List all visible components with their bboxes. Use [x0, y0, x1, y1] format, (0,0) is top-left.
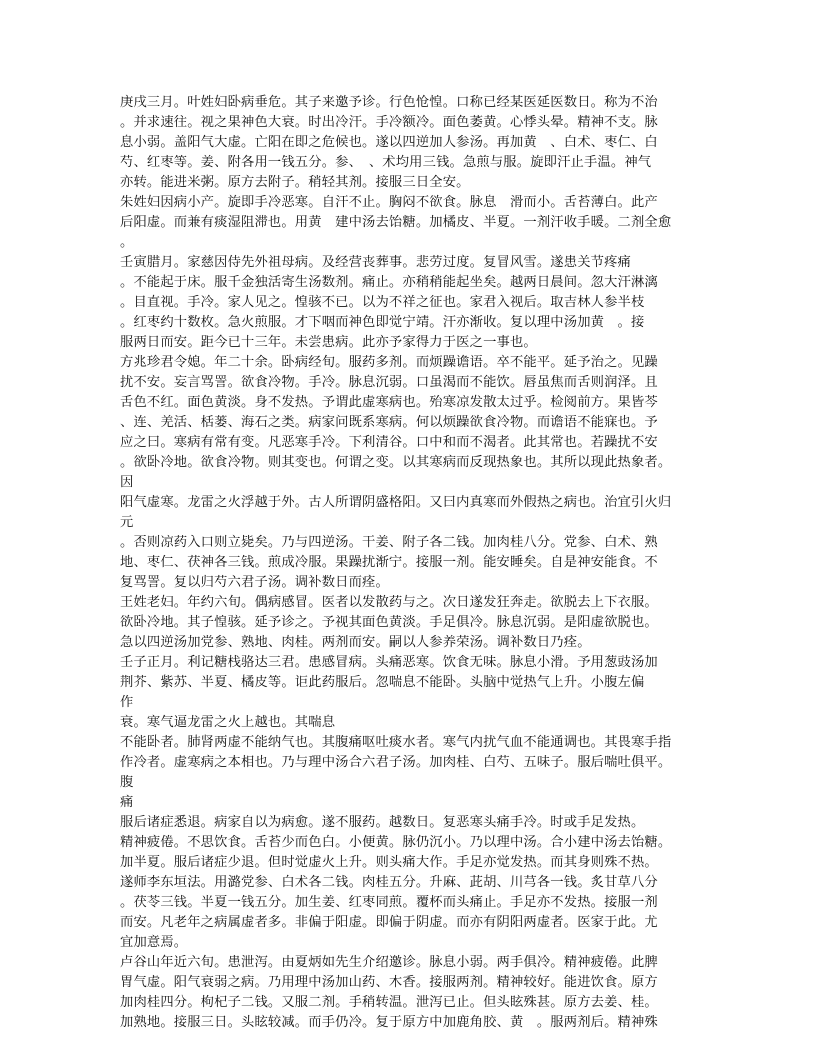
text-line: 不能卧者。肺肾两虚不能纳气也。其腹痛呕吐痰水者。寒气内扰气血不能通调也。其畏寒手指: [120, 735, 672, 750]
document-page: [120, 93, 698, 1033]
text-line: 应之曰。寒病有常有变。凡恶寒手冷。下利清谷。口中和而不渴者。此其常也。若躁扰不安: [120, 435, 658, 450]
text-line: 王姓老妇。年约六旬。偶病感冒。医者以发散药与之。次日遂发狂奔走。欲脱去上下衣服。: [120, 595, 658, 610]
text-line: 作: [120, 695, 134, 710]
text-line: 壬寅腊月。家慈因侍先外祖母病。及经营丧葬事。悲劳过度。复冒风雪。遂患关节疼痛: [120, 255, 631, 270]
text-line: 卢谷山年近六旬。患泄泻。由夏炳如先生介绍邀诊。脉息小弱。两手俱冷。精神疲倦。此脾: [120, 955, 658, 970]
text-line: 加肉桂四分。枸杞子二钱。又服二剂。手稍转温。泄泻已止。但头眩殊甚。原方去姜、桂。: [120, 995, 658, 1010]
text-line: 壬子正月。利记糖栈骆达三君。患感冒病。头痛恶寒。饮食无味。脉息小滑。予用葱豉汤加: [120, 655, 658, 670]
text-line: 胃气虚。阳气衰弱之病。乃用理中汤加山药、木香。接服两剂。精神较好。能进饮食。原方: [120, 975, 658, 990]
text-line: 遂师李东垣法。用潞党参、白术各二钱。肉桂五分。升麻、茈胡、川芎各一钱。炙甘草八分: [120, 875, 658, 890]
text-line: 亦转。能进米粥。原方去附子。稍轻其剂。接服三日全安。: [120, 175, 470, 190]
text-line: 元: [120, 515, 134, 530]
text-line: 。欲卧冷地。欲食冷物。则其变也。何谓之变。以其寒病而反现热象也。其所以现此热象者。: [120, 455, 672, 470]
text-line: 庚戌三月。叶姓妇卧病垂危。其子来邀予诊。行色怆惶。口称已经某医延医数日。称为不治: [120, 95, 658, 110]
text-line: 荆芥、紫苏、半夏、橘皮等。讵此药服后。忽喘息不能卧。头脑中觉热气上升。小腹左偏: [120, 675, 645, 690]
text-line: 。并求速往。视之果神色大衰。时出冷汗。手冷额冷。面色萎黄。心悸头晕。精神不支。脉: [120, 115, 658, 130]
text-line: 。红枣约十数枚。急火煎服。才下咽而神色即觉宁靖。汗亦渐收。复以理中汤加黄 。接: [120, 315, 645, 330]
text-line: 朱姓妇因病小产。旋即手冷恶寒。自汗不止。胸闷不欲食。脉息 滑而小。舌苔薄白。此产: [120, 195, 658, 210]
text-line: 服后诸症悉退。病家自以为病愈。遂不服药。越数日。复恶寒头痛手冷。时或手足发热。: [120, 815, 645, 830]
text-line: 欲卧冷地。其子惶骇。延予诊之。予视其面色黄淡。手足俱冷。脉息沉弱。是阳虚欲脱也。: [120, 615, 658, 630]
text-line: 舌色不红。面色黄淡。身不发热。予谓此虚寒病也。殆寒凉发散太过乎。检阅前方。果皆芩: [120, 395, 658, 410]
text-line: 息小弱。盖阳气大虚。亡阳在即之危候也。遂以四逆加人参汤。再加黄 、白术、枣仁、白: [120, 135, 658, 150]
text-line: 加熟地。接服三日。头眩较减。而手仍冷。复于原方中加鹿角胶、黄 。服两剂后。精神殊: [120, 1015, 658, 1030]
text-line: 扰不安。妄言骂詈。欲食冷物。手冷。脉息沉弱。口虽渴而不能饮。唇虽焦而舌则润泽。且: [120, 375, 658, 390]
text-line: 服两日而安。距今已十三年。未尝患病。此亦予家得力于医之一事也。: [120, 335, 537, 350]
text-line: 。否则凉药入口则立毙矣。乃与四逆汤。干姜、附子各二钱。加肉桂八分。党参、白术、熟: [120, 535, 658, 550]
text-line: 加半夏。服后诸症少退。但时觉虚火上升。则头痛大作。手足亦觉发热。而其身则殊不热。: [120, 855, 658, 870]
text-line: 复骂詈。复以归芍六君子汤。调补数日而痊。: [120, 575, 389, 590]
text-line: 腹: [120, 775, 134, 790]
text-line: 。茯苓三钱。半夏一钱五分。加生姜、红枣同煎。覆杯而头痛止。手足亦不发热。接服一剂: [120, 895, 658, 910]
text-line: 作冷者。虚寒病之本相也。乃与理中汤合六君子汤。加肉桂、白芍、五味子。服后喘吐俱平。: [120, 755, 672, 770]
text-line: 。目直视。手冷。家人见之。惶骇不已。以为不祥之征也。家君入视后。取吉林人参半枝: [120, 295, 645, 310]
text-line: 。不能起于床。服千金独活寄生汤数剂。痛止。亦稍稍能起坐矣。越两日晨间。忽大汗淋漓: [120, 275, 658, 290]
text-line: 而安。凡老年之病属虚者多。非偏于阳虚。即偏于阴虚。而亦有阴阳两虚者。医家于此。尤: [120, 915, 658, 930]
text-line: 地、枣仁、茯神各三钱。煎成冷服。果躁扰渐宁。接服一剂。能安睡矣。自是神安能食。不: [120, 555, 658, 570]
text-line: 、连、羌活、栝蒌、海石之类。病家问既系寒病。何以烦躁欲食冷物。而谵语不能寐也。予: [120, 415, 658, 430]
text-line: 后阳虚。而兼有痰湿阻滞也。用黄 建中汤去饴糖。加橘皮、半夏。一剂汗收手暖。二剂全愈: [120, 215, 672, 230]
text-line: 阳气虚寒。龙雷之火浮越于外。古人所谓阴盛格阳。又曰内真寒而外假热之病也。治宜引火归: [120, 495, 672, 510]
text-line: 因: [120, 475, 134, 490]
text-line: 精神疲倦。不思饮食。舌苔少而色白。小便黄。脉仍沉小。乃以理中汤。合小建中汤去饴糖。: [120, 835, 672, 850]
text-line: 急以四逆汤加党参、熟地、肉桂。两剂而安。嗣以人参养荣汤。调补数日乃痊。: [120, 635, 591, 650]
text-line: 。: [120, 235, 134, 250]
text-line: 痛: [120, 795, 134, 810]
text-line: 芍、红枣等。姜、附各用一钱五分。参、 、术均用三钱。急煎与服。旋即汗止手温。神气: [120, 155, 652, 170]
text-line: 宜加意焉。: [120, 935, 188, 950]
text-line: 方兆珍君令媳。年二十余。卧病经旬。服药多剂。而烦躁谵语。卒不能平。延予治之。见躁: [120, 355, 658, 370]
text-line: 衰。寒气逼龙雷之火上越也。其喘息: [120, 715, 336, 730]
